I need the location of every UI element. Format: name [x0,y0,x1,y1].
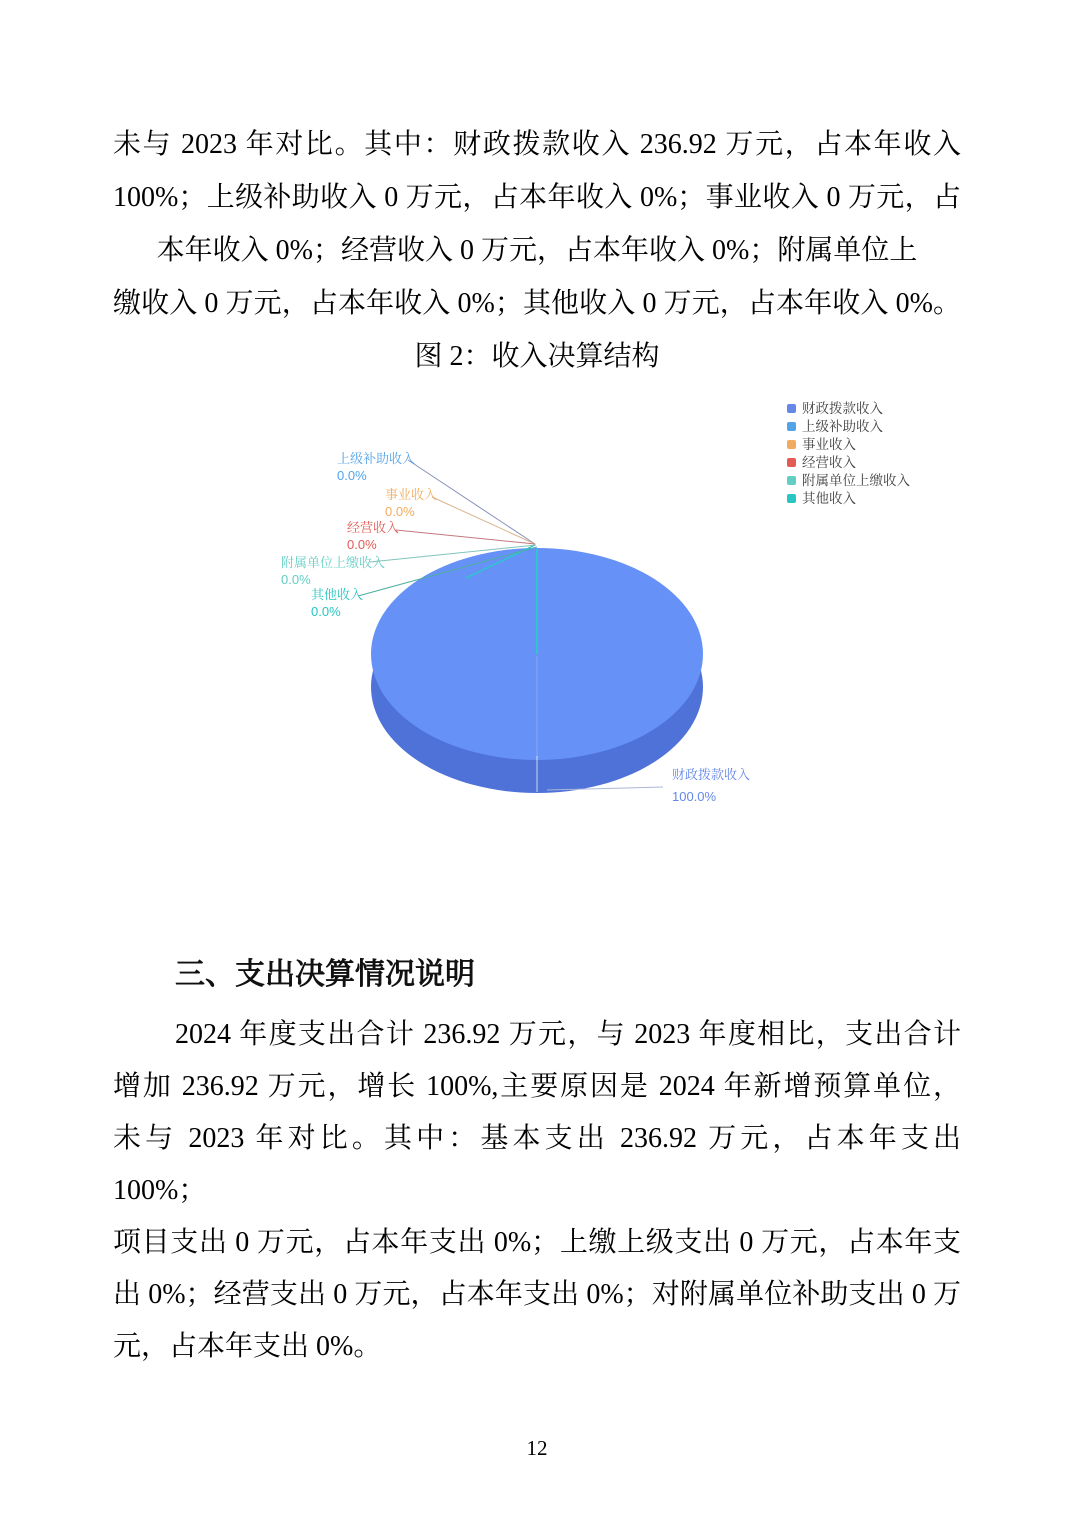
paragraph-expense-line-6: 元，占本年支出 0%。 [113,1331,382,1362]
callout-jingying-name: 经营收入 [347,520,400,535]
callout-qita-name: 其他收入 [311,587,364,602]
legend-item-shangji [787,418,883,434]
callout-shiye-name: 事业收入 [385,487,438,502]
callout-fushu-name: 附属单位上缴收入 [281,555,386,570]
legend-item-caizheng [787,400,883,416]
callout-fushu [281,555,385,587]
callout-jingying-pct: 0.0% [347,537,377,552]
callout-shangji-pct: 0.0% [337,468,367,483]
legend-item-shiye [787,436,856,452]
legend-swatch-jingying [787,458,796,467]
callout-shangji-name: 上级补助收入 [337,451,416,466]
legend-label-shangji: 上级补助收入 [802,419,883,434]
legend-item-jingying [787,454,856,470]
legend-swatch-qita [787,494,796,503]
callout-caizheng-pct: 100.0% [672,789,717,804]
callout-shangji [337,451,415,483]
legend-swatch-shiye [787,440,796,449]
legend-item-fushu [787,472,910,488]
chart-legend [787,400,910,506]
legend-label-qita: 其他收入 [802,491,856,506]
callout-shiye [385,487,437,519]
figure-caption: 图 2：收入决算结构 [414,341,660,372]
leader-line-shangji [408,460,535,544]
leader-line-jingying [396,530,535,544]
legend-label-fushu: 附属单位上缴收入 [802,473,910,488]
income-pie-chart [240,380,1040,840]
legend-item-qita [787,490,856,506]
paragraph-income [113,118,961,330]
paragraph-income-line-3: 本年收入 0%；经营收入 0 万元，占本年收入 0%；附属单位上 [156,235,918,266]
legend-label-caizheng: 财政拨款收入 [802,401,883,416]
paragraph-expense [113,1009,961,1373]
callout-shiye-pct: 0.0% [385,504,415,519]
legend-swatch-shangji [787,422,796,431]
paragraph-expense-line-1: 2024 年度支出合计 236.92 万元，与 2023 年度相比，支出合计 [175,1019,961,1050]
paragraph-income-line-4: 缴收入 0 万元，占本年收入 0%；其他收入 0 万元，占本年收入 0%。 [113,288,961,319]
callout-jingying [347,520,399,552]
paragraph-expense-line-5: 出 0%；经营支出 0 万元，占本年支出 0%；对附属单位补助支出 0 万 [113,1279,961,1310]
legend-swatch-fushu [787,476,796,485]
callout-caizheng [672,767,750,804]
callout-qita [311,587,363,619]
legend-label-shiye: 事业收入 [802,437,856,452]
paragraph-income-line-2: 100%；上级补助收入 0 万元，占本年收入 0%；事业收入 0 万元，占 [113,182,961,213]
legend-swatch-caizheng [787,404,796,413]
legend-label-jingying: 经营收入 [802,455,856,470]
paragraph-expense-line-2: 增加 236.92 万元，增长 100%,主要原因是 2024 年新增预算单位， [113,1071,961,1102]
leader-line-shiye [432,497,535,544]
callout-fushu-pct: 0.0% [281,572,311,587]
callout-qita-pct: 0.0% [311,604,341,619]
callout-caizheng-name: 财政拨款收入 [672,767,751,782]
paragraph-expense-line-4: 项目支出 0 万元，占本年支出 0%；上缴上级支出 0 万元，占本年支 [113,1227,961,1258]
paragraph-expense-line-3: 未与 2023 年对比。其中：基本支出 236.92 万元，占本年支出 100%； [113,1123,961,1206]
paragraph-income-line-1: 未与 2023 年对比。其中：财政拨款收入 236.92 万元，占本年收入 [113,129,961,160]
page-number: 12 [526,1436,548,1460]
section-heading: 三、支出决算情况说明 [175,958,475,991]
